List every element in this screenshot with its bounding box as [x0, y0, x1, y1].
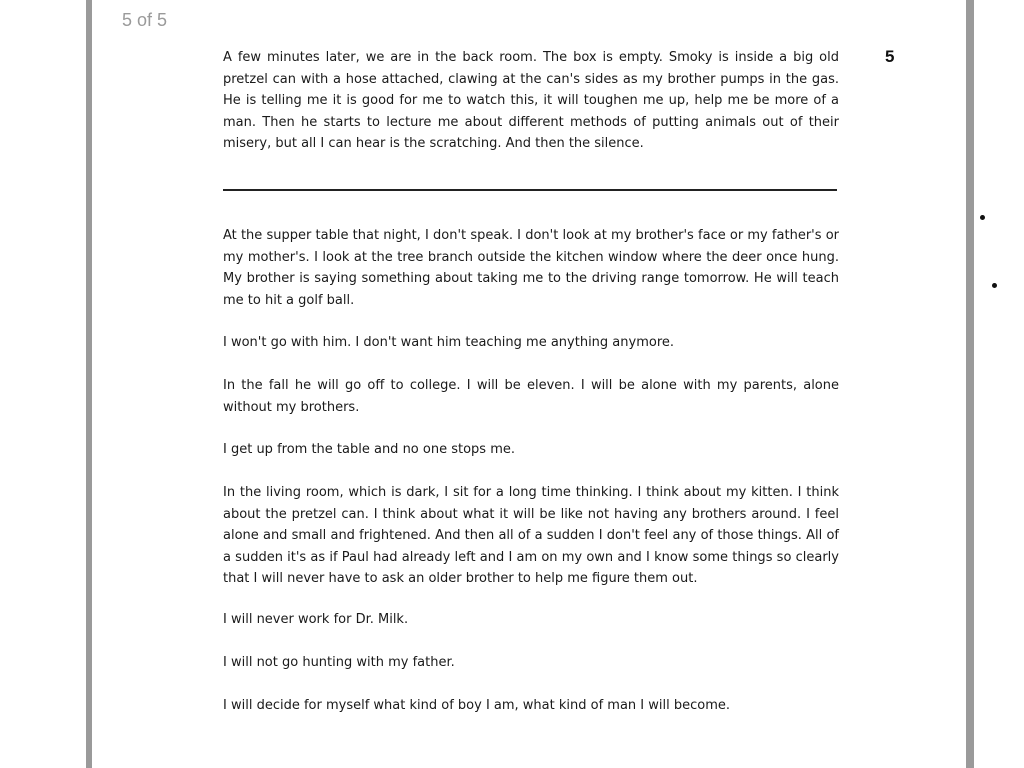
paragraph-2: At the supper table that night, I don't speak. I don't look at my brother's face or my father's or my mother's. I look at the tree branch outside the kitchen window where the deer once hung. My brother is saying something about taking me to the driving range tomorrow. He will teach me to hit a golf ball.	[223, 228, 839, 308]
left-margin	[0, 0, 86, 768]
paragraph-1: A few minutes later, we are in the back room. The box is empty. Smoky is inside a big old pretzel can with a hose attached, clawing at the can's sides as my brother pumps in the gas. He is telling me it is good for me to watch this, it will toughen me up, help me be more of a man. Then he starts to lecture me about different methods of putting animals out of their misery, but all I can hear is the scratching. And then the silence.	[223, 50, 839, 151]
section-divider	[223, 189, 837, 191]
paragraph-9: I will decide for myself what kind of boy I am, what kind of man I will become.	[223, 698, 731, 713]
paragraph-5: I get up from the table and no one stops me.	[223, 442, 515, 457]
paragraph-6: In the living room, which is dark, I sit for a long time thinking. I think about my kitten. I think about the pretzel can. I think about what it will be like not having any brothers around. I feel alone and small and frightened. And then all of a sudden I don't feel any of those things. All of a sudden it's as if Paul had already left and I am on my own and I know some things so clearly that I will never have to ask an older brother to help me figure them out.	[223, 485, 839, 586]
paragraph-7: I will never work for Dr. Milk.	[223, 612, 409, 627]
page-number: 5	[885, 47, 895, 66]
bullet-marker	[980, 215, 985, 220]
paragraph-3: I won't go with him. I don't want him teaching me anything anymore.	[223, 335, 675, 350]
page-indicator: 5 of 5	[122, 10, 168, 30]
right-sidebar	[974, 0, 1024, 768]
paragraph-4: In the fall he will go off to college. I will be eleven. I will be alone with my parents, alone without my brothers.	[223, 378, 839, 415]
bullet-marker	[992, 283, 997, 288]
paragraph-8: I will not go hunting with my father.	[223, 655, 455, 670]
